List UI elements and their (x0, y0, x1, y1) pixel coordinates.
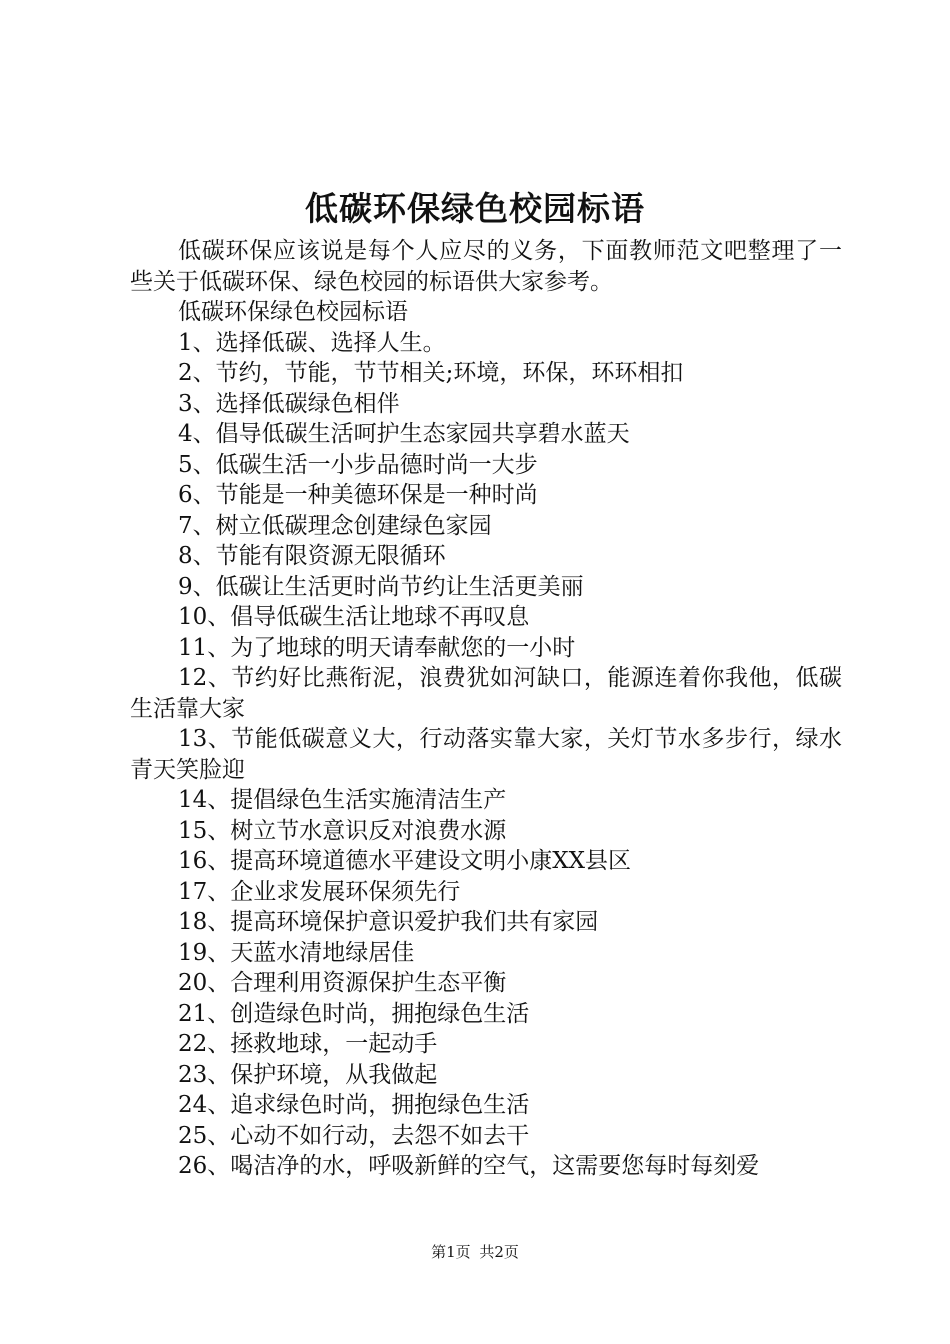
slogan-item: 13、节能低碳意义大，行动落实靠大家，关灯节水多步行，绿水青天笑脸迎 (130, 726, 842, 783)
slogan-item: 20、合理利用资源保护生态平衡 (178, 970, 507, 996)
slogan-item: 22、拯救地球，一起动手 (178, 1031, 438, 1057)
slogan-item: 9、低碳让生活更时尚节约让生活更美丽 (178, 573, 584, 600)
slogan-item: 1、选择低碳、选择人生。 (178, 329, 446, 356)
document-body (130, 236, 842, 1182)
slogan-item: 26、喝洁净的水，呼吸新鲜的空气，这需要您每时每刻爱 (178, 1153, 760, 1179)
slogan-item: 2、节约，节能，节节相关;环境，环保，环环相扣 (178, 360, 684, 386)
section-heading: 低碳环保绿色校园标语 (178, 299, 408, 325)
document-title: 低碳环保绿色校园标语 (305, 189, 645, 228)
slogan-item: 21、创造绿色时尚，拥抱绿色生活 (178, 1000, 530, 1027)
intro-paragraph: 低碳环保应该说是每个人应尽的义务，下面教师范文吧整理了一些关于低碳环保、绿色校园的标语供大家参考。 (130, 238, 842, 295)
slogan-item: 7、树立低碳理念创建绿色家园 (178, 512, 492, 539)
slogan-item: 18、提高环境保护意识爱护我们共有家园 (178, 909, 599, 935)
slogan-item: 4、倡导低碳生活呵护生态家园共享碧水蓝天 (178, 421, 630, 447)
page-number-footer: 第1页 共2页 (431, 1243, 519, 1261)
slogan-item: 17、企业求发展环保须先行 (178, 878, 461, 905)
slogan-item: 16、提高环境道德水平建设文明小康XX县区 (178, 848, 632, 874)
slogan-item: 10、倡导低碳生活让地球不再叹息 (178, 604, 530, 630)
slogan-item: 11、为了地球的明天请奉献您的一小时 (178, 634, 576, 661)
slogan-item: 12、节约好比燕衔泥，浪费犹如河缺口，能源连着你我他，低碳生活靠大家 (130, 665, 842, 722)
slogan-item: 5、低碳生活一小步品德时尚一大步 (178, 451, 538, 478)
slogan-item: 3、选择低碳绿色相伴 (178, 390, 400, 417)
slogan-item: 23、保护环境，从我做起 (178, 1061, 438, 1088)
slogan-item: 25、心动不如行动，去怨不如去干 (178, 1122, 530, 1149)
slogan-item: 8、节能有限资源无限循环 (178, 543, 446, 569)
slogan-item: 14、提倡绿色生活实施清洁生产 (178, 787, 507, 813)
slogan-item: 6、节能是一种美德环保是一种时尚 (178, 482, 538, 508)
slogan-item: 19、天蓝水清地绿居佳 (178, 939, 415, 966)
slogan-item: 15、树立节水意识反对浪费水源 (178, 817, 507, 844)
slogan-item: 24、追求绿色时尚，拥抱绿色生活 (178, 1092, 530, 1118)
